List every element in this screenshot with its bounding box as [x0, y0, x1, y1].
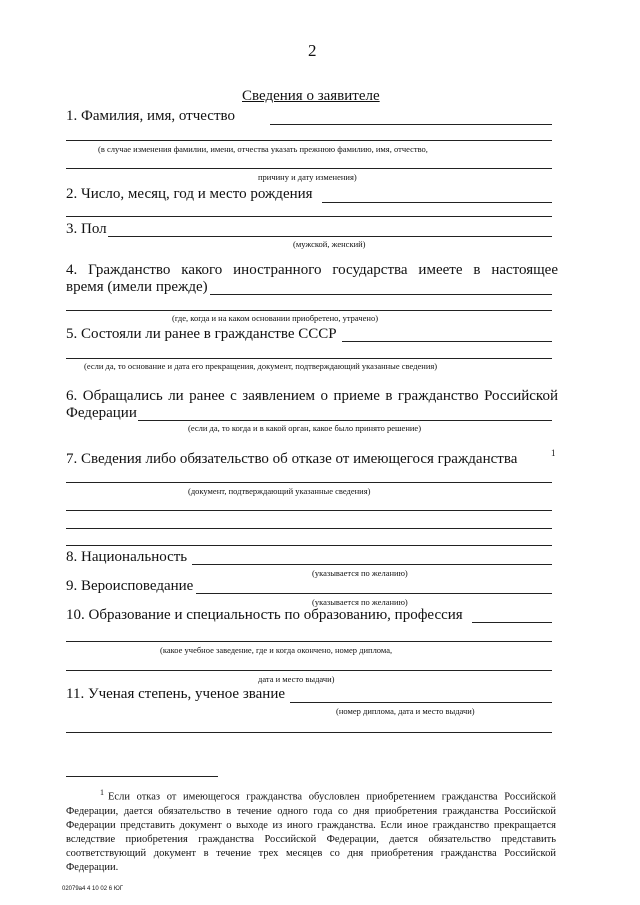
- item-3-label: 3. Пол: [66, 221, 107, 237]
- item-2-fill-line-2[interactable]: [66, 216, 552, 217]
- item-7-fill-line[interactable]: [66, 482, 552, 483]
- item-5-fill-line[interactable]: [342, 341, 552, 342]
- item-7-fill-line-2[interactable]: [66, 510, 552, 511]
- item-6-label-line-2: Федерации: [66, 405, 137, 421]
- item-6-hint: (если да, то когда и в какой орган, какое было принято решение): [188, 423, 422, 433]
- item-4-fill-line-2[interactable]: [66, 310, 552, 311]
- item-8-label: 8. Национальность: [66, 549, 188, 565]
- item-5-label: 5. Состояли ли ранее в гражданстве СССР: [66, 326, 337, 342]
- print-code: 02079а4 4 10 02 6 ЮГ: [62, 886, 124, 892]
- item-10-hint-1: (какое учебное заведение, где и когда окончено, номер диплома,: [160, 645, 393, 655]
- item-7-fill-line-3[interactable]: [66, 528, 552, 529]
- item-1-fill-line-3[interactable]: [66, 168, 552, 169]
- item-9-label: 9. Вероисповедание: [66, 578, 194, 594]
- item-10-fill-line-3[interactable]: [66, 670, 552, 671]
- item-3-fill-line[interactable]: [108, 236, 552, 237]
- item-8-fill-line[interactable]: [192, 564, 552, 565]
- section-heading: Сведения о заявителе: [242, 88, 380, 104]
- item-2-label: 2. Число, месяц, год и место рождения: [66, 186, 313, 202]
- item-6-label-line-1: 6. Обращались ли ранее с заявлением о приеме в гражданство Российской: [66, 388, 558, 404]
- item-10-fill-line[interactable]: [472, 622, 552, 623]
- item-11-hint: (номер диплома, дата и место выдачи): [336, 706, 475, 716]
- item-10-fill-line-2[interactable]: [66, 641, 552, 642]
- item-7-hint: (документ, подтверждающий указанные сведения): [188, 486, 371, 496]
- item-10-hint-2: дата и место выдачи): [258, 674, 335, 684]
- footnote: [66, 786, 556, 875]
- item-11-label: 11. Ученая степень, ученое звание: [66, 686, 286, 702]
- item-8-hint: (указывается по желанию): [312, 568, 408, 578]
- item-7-fill-line-4[interactable]: [66, 545, 552, 546]
- item-2-fill-line[interactable]: [322, 202, 552, 203]
- item-4-fill-line[interactable]: [210, 294, 552, 295]
- item-9-fill-line[interactable]: [196, 593, 552, 594]
- item-1-hint-1: (в случае изменения фамилии, имени, отчества указать прежнюю фамилию, имя, отчество,: [98, 144, 428, 154]
- item-5-fill-line-2[interactable]: [66, 358, 552, 359]
- item-7-footnote-mark: 1: [551, 448, 556, 458]
- item-4-label-line-2: время (имели прежде): [66, 279, 208, 295]
- footnote-mark: 1: [100, 788, 104, 797]
- item-5-hint: (если да, то основание и дата его прекращения, документ, подтверждающий указанные сведения): [84, 361, 438, 371]
- item-10-label: 10. Образование и специальность по образованию, профессия: [66, 607, 463, 623]
- item-4-label-line-1: 4. Гражданство какого иностранного государства имеете в настоящее: [66, 262, 558, 278]
- item-4-hint: (где, когда и на каком основании приобретено, утрачено): [172, 313, 379, 323]
- footnote-separator: [66, 776, 218, 777]
- item-1-fill-line-2[interactable]: [66, 140, 552, 141]
- item-1-hint-2: причину и дату изменения): [258, 172, 357, 182]
- item-11-fill-line[interactable]: [290, 702, 552, 703]
- item-1-fill-line[interactable]: [270, 124, 552, 125]
- item-3-hint: (мужской, женский): [293, 239, 366, 249]
- item-11-fill-line-2[interactable]: [66, 732, 552, 733]
- footnote-text: Если отказ от имеющегося гражданства обусловлен приобретением гражданства Российской Федерации, дается обязательство в течение одного года со дня приобретения гражданства Российской Федерации представить документ о выходе из иного гражданства. Если иное гражданство прекращается вследствие приобретения гражданства Российской Федерации, дается обязательство представить соответствующий документ в течение трех месяцев со дня приобретения гражданства Российской Федерации.: [66, 791, 556, 873]
- item-6-fill-line[interactable]: [138, 420, 552, 421]
- page-number: 2: [308, 41, 317, 60]
- item-1-label: 1. Фамилия, имя, отчество: [66, 108, 235, 124]
- item-7-label: 7. Сведения либо обязательство об отказе от имеющегося гражданства: [66, 451, 518, 467]
- item-9-hint: (указывается по желанию): [312, 597, 408, 607]
